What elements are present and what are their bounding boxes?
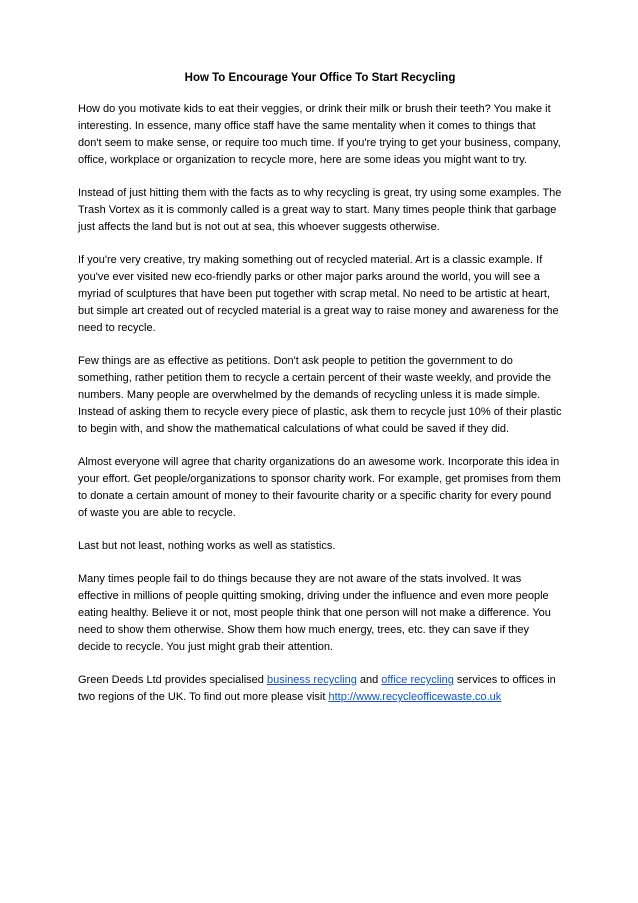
paragraph-statistics: Many times people fail to do things because they are not aware of the stats involved. It was effective in millions of people quitting smoking, driving under the influence and even more people eating healthy. Believe it or not, most people think that one person will not make a difference. You need to show them otherwise. Show them how much energy, trees, etc. they can save if they decide to recycle. You just might grab their attention.: [78, 573, 551, 653]
paragraph-intro: How do you motivate kids to eat their veggies, or drink their milk or brush their teeth? You make it interesting. In essence, many office staff have the same mentality when it comes to things that don't seem to make sense, or require too much time. If you're trying to get your business, company, office, workplace or organization to recycle more, here are some ideas you might want to try.: [78, 103, 561, 166]
closing-text-3: services to offices in two regions of the UK. To find out more please visit: [78, 674, 556, 703]
website-link[interactable]: http://www.recycleofficewaste.co.uk: [328, 691, 502, 703]
paragraph-examples: Instead of just hitting them with the facts as to why recycling is great, try using some examples. The Trash Vortex as it is commonly called is a great way to start. Many times people think that garbage just affects the land but is not out at sea, this whoever suggests otherwise.: [78, 187, 562, 233]
paragraph-art: If you're very creative, try making something out of recycled material. Art is a classic example. If you've ever visited new eco-friendly parks or other major parks around the world, you will see a myriad of sculptures that have been put together with scrap metal. No need to be artistic at heart, but simple art created out of recycled material is a great way to raise money and awareness for the need to recycle.: [78, 254, 559, 334]
paragraph-statistics-intro: Last but not least, nothing works as well as statistics.: [78, 540, 336, 552]
business-recycling-link[interactable]: business recycling: [266, 674, 357, 686]
office-recycling-link[interactable]: office recycling: [381, 674, 454, 686]
paragraph-charity: Almost everyone will agree that charity organizations do an awesome work. Incorporate this idea in your effort. Get people/organizations to sponsor charity work. For example, get promises from them to donate a certain amount of money to their favourite charity or a specific charity for every pound of waste you are able to recycle.: [78, 456, 561, 519]
closing-text-1: Green Deeds Ltd provides specialised: [78, 674, 267, 686]
closing-text-2: and: [356, 674, 382, 686]
paragraph-closing: [78, 672, 562, 706]
document-title: How To Encourage Your Office To Start Recycling: [184, 72, 456, 84]
paragraph-petitions: Few things are as effective as petitions. Don't ask people to petition the government to do something, rather petition them to recycle a certain percent of their waste weekly, and provide the numbers. Many people are overwhelmed by the demands of recycling unless it is made simple. Instead of asking them to recycle every piece of plastic, ask them to recycle just 10% of their plastic to begin with, and show the mathematical calculations of what could be saved if they did.: [78, 355, 562, 435]
document-body: [78, 70, 562, 722]
